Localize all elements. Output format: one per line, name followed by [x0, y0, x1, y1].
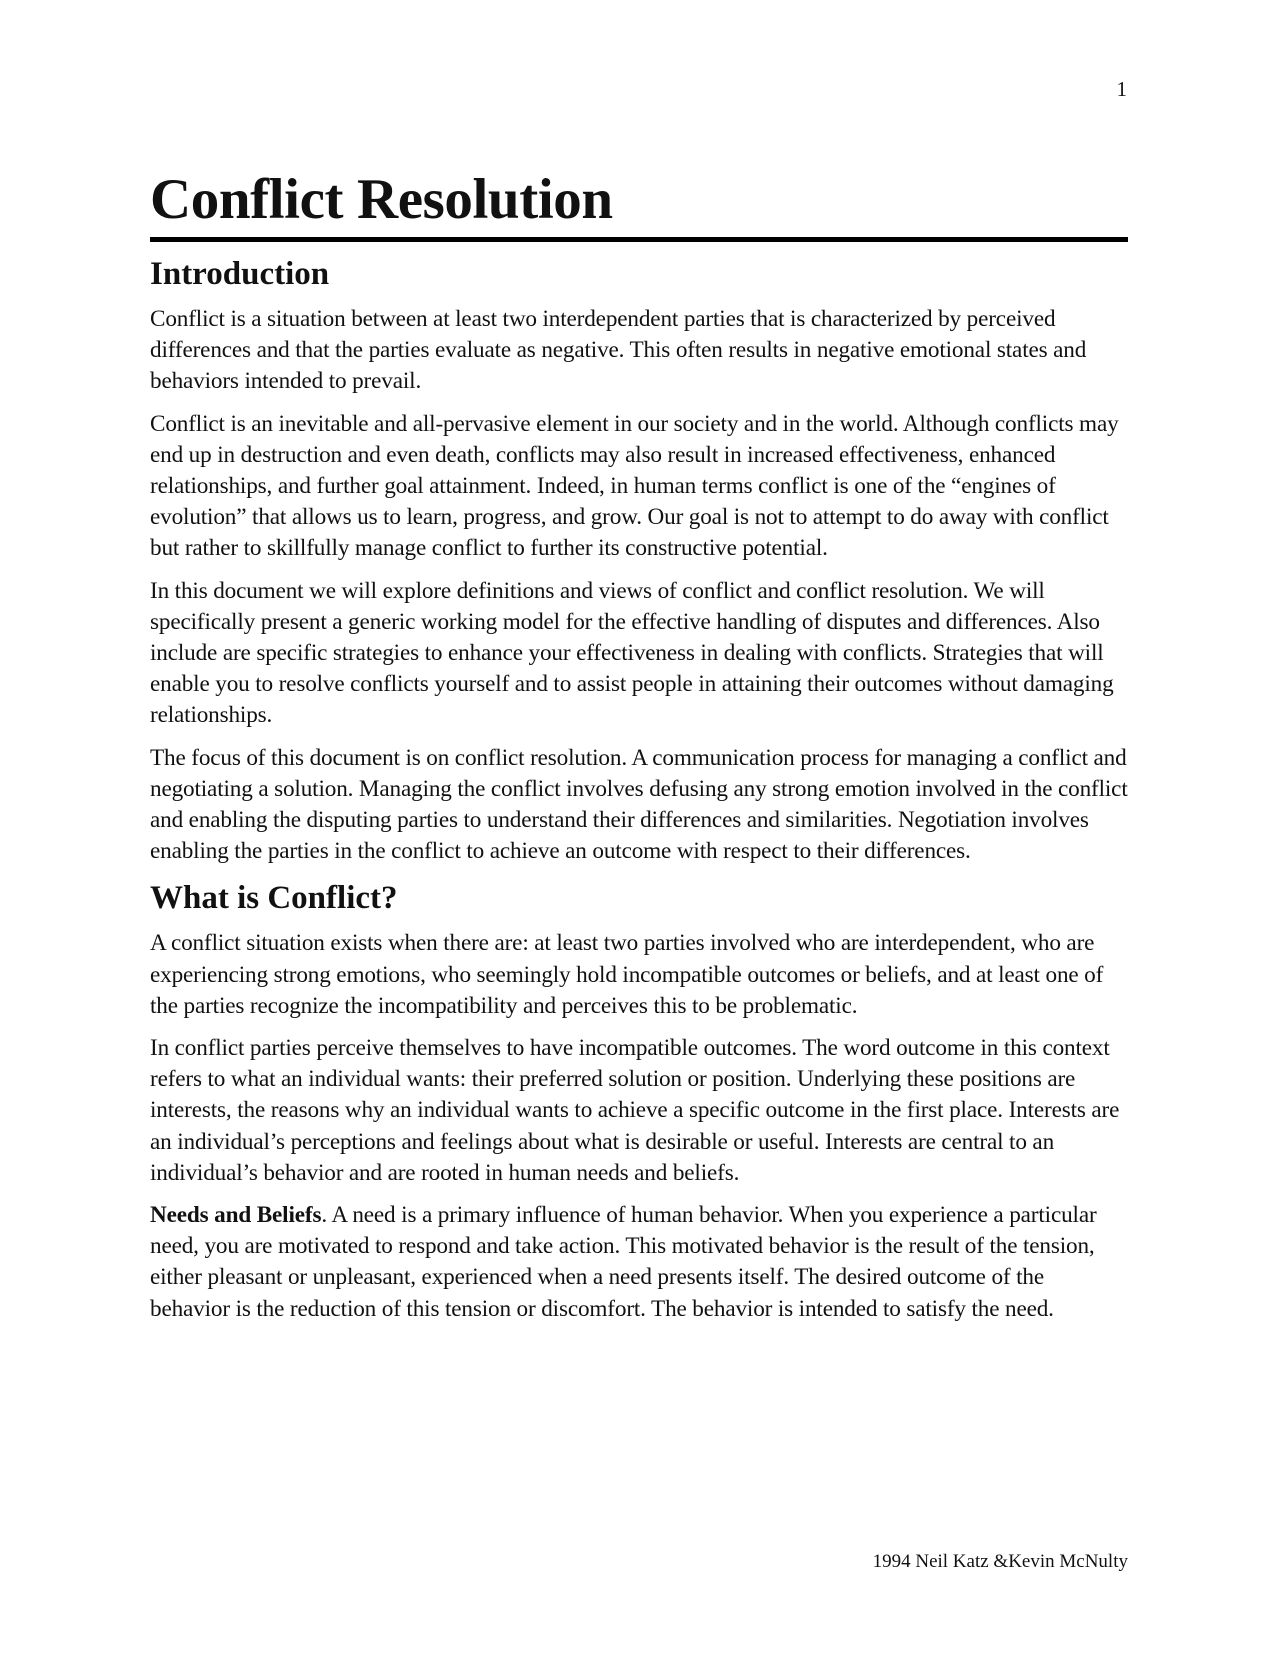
document-body	[150, 165, 1128, 1336]
intro-paragraph-1: Conflict is a situation between at least two interdependent parties that is characterized by perceived differences and that the parties evaluate as negative. This often results in negative emotional states and behaviors intended to prevail.	[150, 306, 1087, 395]
section-heading-introduction: Introduction	[150, 256, 330, 292]
intro-paragraph-4: The focus of this document is on conflict resolution. A communication process for managing a conflict and negotiating a solution. Managing the conflict involves defusing any strong emotion involved in the conflict and enabling the disputing parties to understand their differences and similarities. Negotiation involves enabling the parties in the conflict to achieve an outcome with respect to their differences.	[150, 744, 1128, 865]
footer-copyright: 1994 Neil Katz &Kevin McNulty	[872, 1551, 1128, 1572]
section-heading-what-is-conflict: What is Conflict?	[150, 880, 398, 917]
conflict-paragraph-1: A conflict situation exists when there are: at least two parties involved who are interdependent, who are experiencing strong emotions, who seemingly hold incompatible outcomes or beliefs, and at least one of the parties recognize the incompatibility and perceives this to be problematic.	[150, 930, 1104, 1019]
intro-paragraph-2: Conflict is an inevitable and all-pervasive element in our society and in the world. Although conflicts may end up in destruction and even death, conflicts may also result in increased effectiveness, enhanced relationships, and further goal attainment. Indeed, in human terms conflict is one of the “engines of evolution” that allows us to learn, progress, and grow. Our goal is not to attempt to do away with conflict but rather to skillfully manage conflict to further its constructive potential.	[150, 410, 1119, 562]
document-title: Conflict Resolution	[150, 165, 1128, 242]
needs-beliefs-paragraph	[150, 1200, 1128, 1325]
page-number: 1	[1116, 77, 1127, 101]
needs-beliefs-text: . A need is a primary influence of human behavior. When you experience a particular need, you are motivated to respond and take action. This motivated behavior is the result of the tension, either pleasant or unpleasant, experienced when a need presents itself. The desired outcome of the behavior is the reduction of this tension or discomfort. The behavior is intended to satisfy the need.	[150, 1202, 1097, 1322]
needs-beliefs-run-in-heading: Needs and Beliefs	[150, 1202, 322, 1229]
intro-paragraph-3: In this document we will explore definitions and views of conflict and conflict resolution. We will specifically present a generic working model for the effective handling of disputes and differences. Also include are specific strategies to enhance your effectiveness in dealing with conflicts. Strategies that will enable you to resolve conflicts yourself and to assist people in attaining their outcomes without damaging relationships.	[150, 577, 1114, 729]
conflict-paragraph-2: In conflict parties perceive themselves to have incompatible outcomes. The word outcome in this context refers to what an individual wants: their preferred solution or position. Underlying these positions are interests, the reasons why an individual wants to achieve a specific outcome in the first place. Interests are an individual’s perceptions and feelings about what is desirable or useful. Interests are central to an individual’s behavior and are rooted in human needs and beliefs.	[150, 1035, 1120, 1186]
